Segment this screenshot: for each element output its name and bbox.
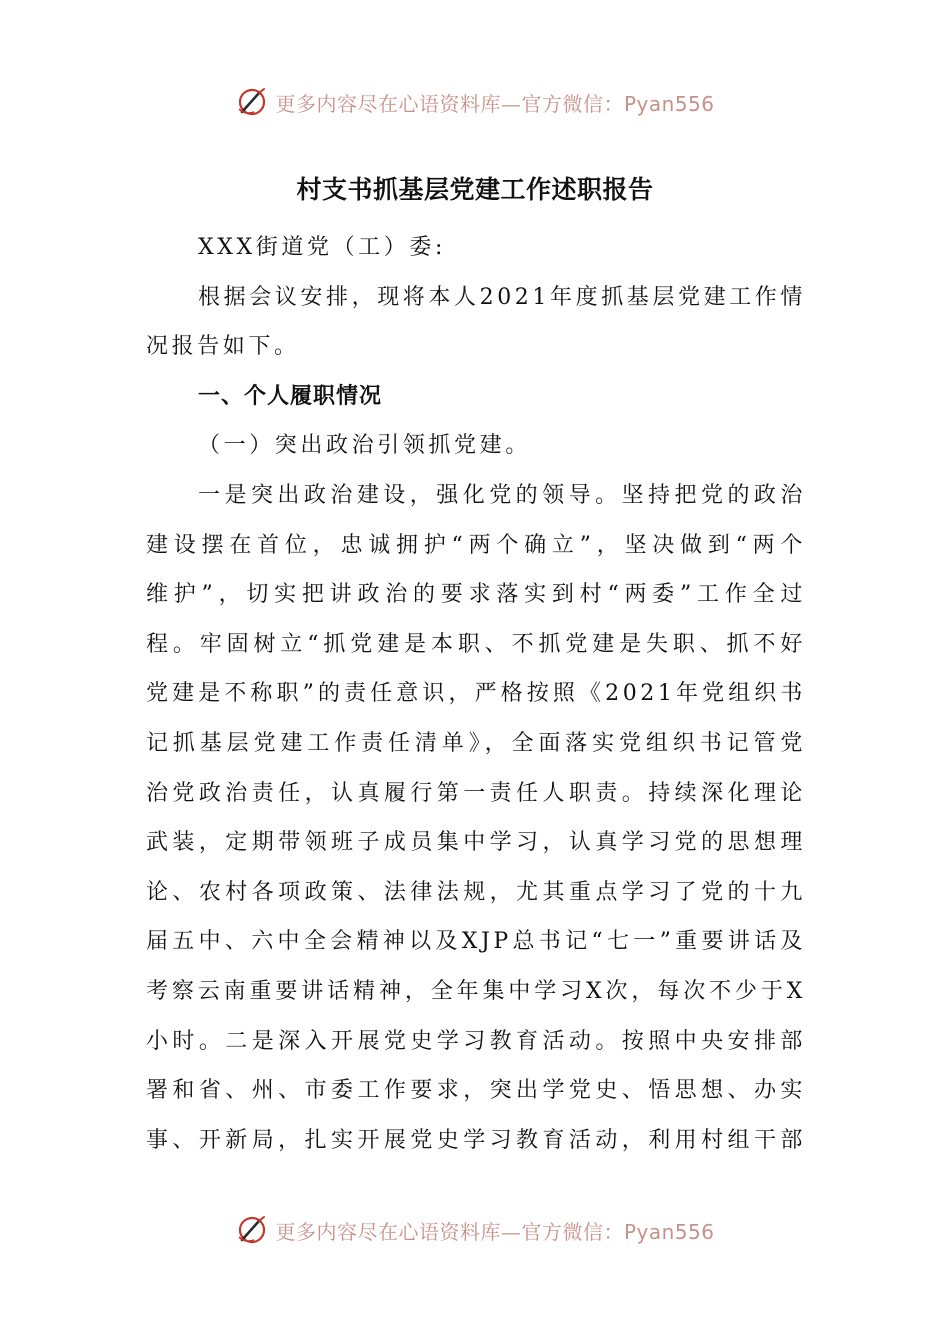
document-title: 村支书抓基层党建工作述职报告 [296,175,654,204]
banner-text [275,1216,714,1245]
body-paragraph [146,471,806,1165]
body-line: 党建是不称职”的责任意识，严格按照《2021年党组织书 [146,681,806,707]
body-line: 署和省、州、市委工作要求，突出学党史、悟思想、办实 [146,1078,806,1104]
subsection-heading: （一）突出政治引领抓党建。 [198,433,531,459]
wechat-id: Pyan556 [623,91,715,116]
banner-text [275,88,714,117]
header-banner [0,82,950,122]
salutation: XXX街道党（工）委: [198,235,446,260]
body-line: 考察云南重要讲话精神，全年集中学习X次，每次不少于X [146,978,806,1004]
banner-label: 更多内容尽在心语资料库—官方微信： [275,1219,624,1244]
body-line: 论、农村各项政策、法律法规，尤其重点学习了党的十九 [146,879,806,905]
wechat-id: Pyan556 [623,1219,715,1244]
body-line: 武装，定期带领班子成员集中学习，认真学习党的思想理 [146,830,806,856]
intro-paragraph: 根据会议安排，现将本人2021年度抓基层党建工作情况报告如下。 [146,284,806,360]
pen-logo-icon [235,1213,269,1247]
body-line: 程。牢固树立“抓党建是本职、不抓党建是失职、抓不好 [146,631,806,657]
body-line: 届五中、六中全会精神以及XJP总书记“七一”重要讲话及 [146,929,806,955]
document-body [146,223,806,1165]
body-line: 事、开新局，扎实开展党史学习教育活动，利用村组干部 [146,1127,806,1153]
body-line: 记抓基层党建工作责任清单》，全面落实党组织书记管党 [146,730,806,756]
banner-label: 更多内容尽在心语资料库—官方微信： [275,91,624,116]
body-line: 治党政治责任，认真履行第一责任人职责。持续深化理论 [146,780,806,806]
body-line: 维护”，切实把讲政治的要求落实到村“两委”工作全过 [146,582,806,608]
section-heading: 一、个人履职情况 [198,383,383,409]
footer-banner [0,1210,950,1250]
body-line: 小时。二是深入开展党史学习教育活动。按照中央安排部 [146,1028,806,1054]
pen-logo-icon [235,85,269,119]
body-line: 建设摆在首位，忠诚拥护“两个确立”，坚决做到“两个 [146,532,806,558]
body-line: 一是突出政治建设，强化党的领导。坚持把党的政治 [198,482,806,508]
